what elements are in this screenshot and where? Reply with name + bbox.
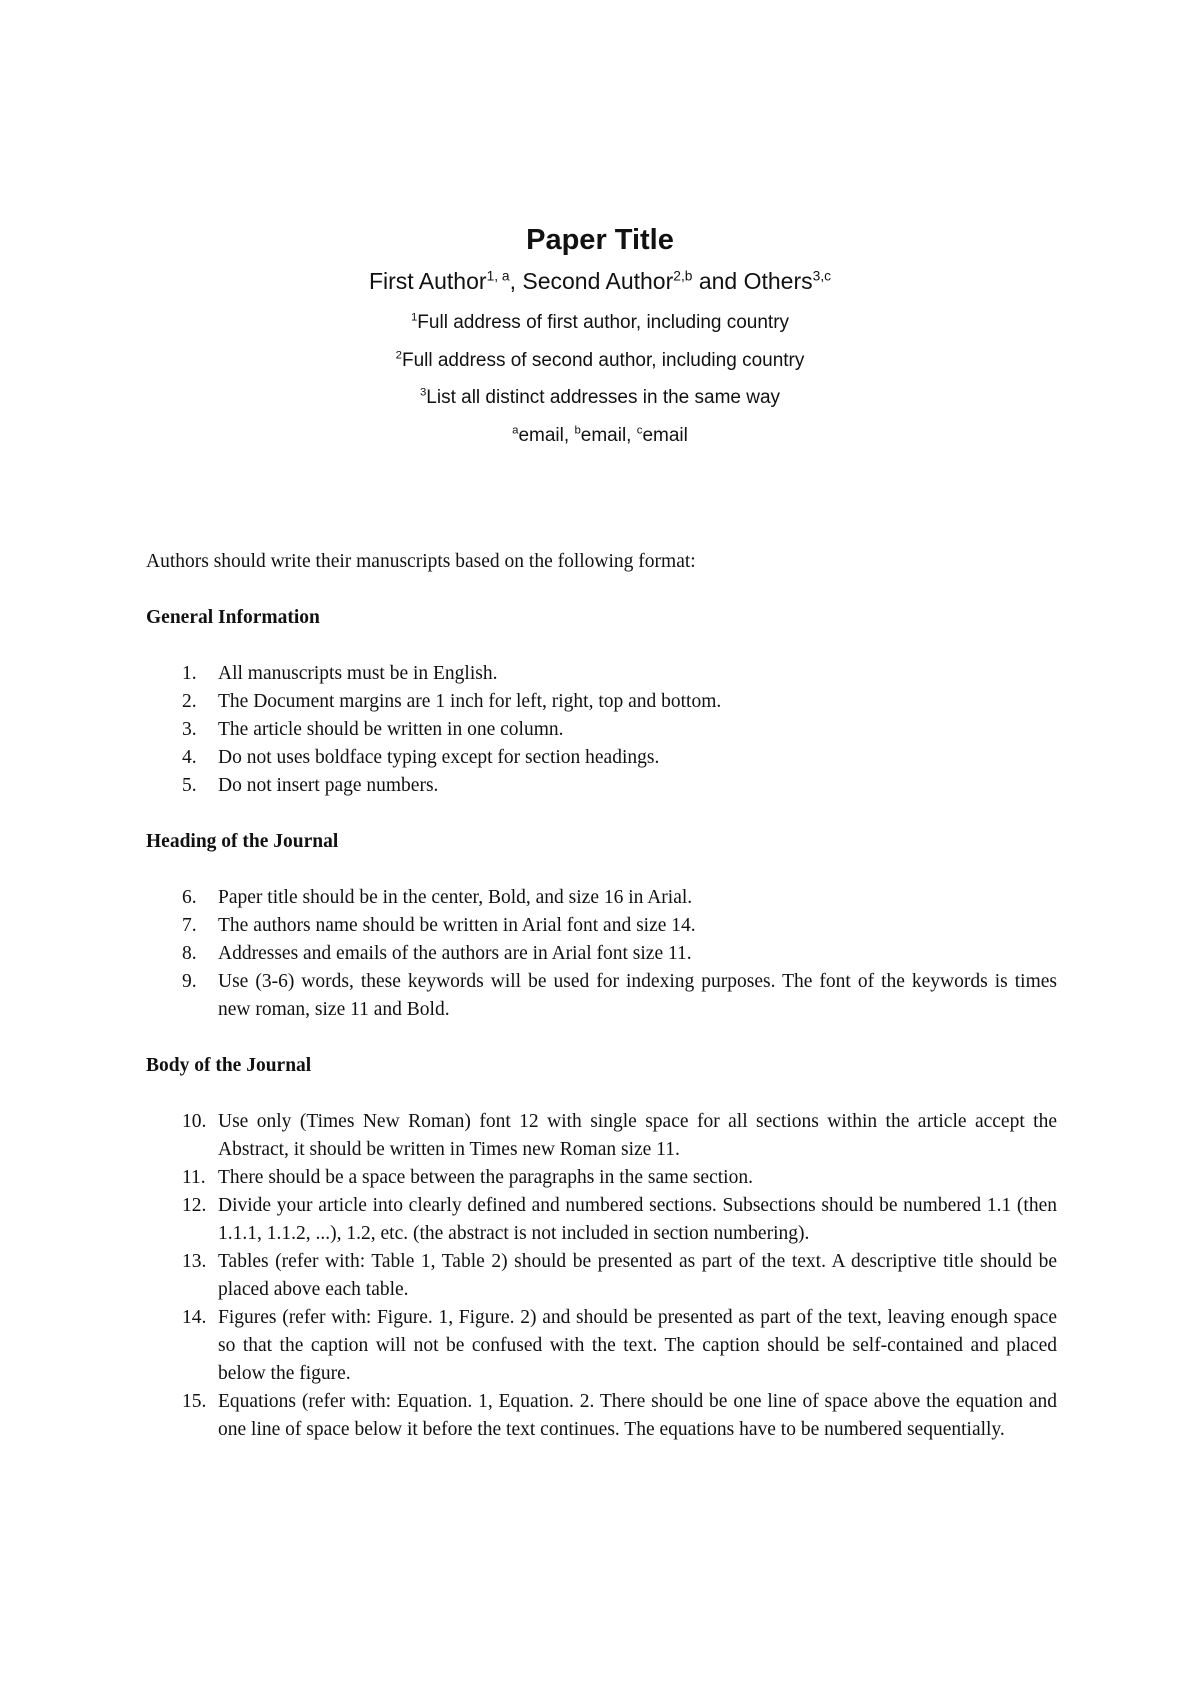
item-number: 15. [182, 1391, 207, 1412]
list-item [146, 716, 1057, 744]
item-number: 14. [182, 1307, 207, 1328]
item-number: 8. [182, 943, 197, 964]
first-author: First Author [368, 268, 487, 294]
email-text: email, [518, 424, 575, 446]
item-text: Do not insert page numbers. [218, 775, 439, 796]
body-of-journal-list [146, 1108, 1057, 1444]
item-text: The authors name should be written in Arial font and size 14. [218, 915, 696, 936]
general-information-list [146, 660, 1057, 800]
item-number: 6. [182, 887, 197, 908]
item-number: 1. [182, 663, 197, 684]
address-text: List all distinct addresses in the same way [426, 387, 781, 408]
address-line-3 [0, 379, 1200, 417]
email-text: email [642, 424, 688, 446]
item-text: Tables (refer with: Table 1, Table 2) should be presented as part of the text. A descriptive title should be placed above each table. [218, 1251, 1057, 1300]
author-conjunction: and [692, 268, 744, 294]
other-authors: Others [743, 268, 813, 294]
section-heading-journal-heading: Heading of the Journal [146, 831, 339, 852]
list-item [146, 688, 1057, 716]
address-sup: 3 [419, 386, 427, 399]
address-text: Full address of first author, including country [417, 312, 790, 333]
item-text: The article should be written in one column. [218, 719, 564, 740]
author-separator: , [509, 268, 523, 294]
item-number: 4. [182, 747, 197, 768]
second-author: Second Author [522, 268, 674, 294]
list-item [146, 1164, 1057, 1192]
list-item [146, 884, 1057, 912]
item-number: 11. [182, 1167, 206, 1188]
item-number: 5. [182, 775, 197, 796]
item-number: 2. [182, 691, 197, 712]
address-sup: 1 [410, 311, 418, 324]
item-number: 7. [182, 915, 197, 936]
list-item [146, 660, 1057, 688]
email-line [0, 417, 1200, 455]
item-text: All manuscripts must be in English. [218, 663, 498, 684]
other-authors-affiliation: 3,c [812, 268, 832, 284]
item-text: Figures (refer with: Figure. 1, Figure. 2) and should be presented as part of the text, leaving enough space so that the caption will not be confused with the text. The caption should be self-contained and placed below the figure. [218, 1307, 1057, 1384]
item-text: Paper title should be in the center, Bold, and size 16 in Arial. [218, 887, 693, 908]
list-item [146, 1304, 1057, 1388]
item-number: 10. [182, 1111, 207, 1132]
item-text: There should be a space between the paragraphs in the same section. [218, 1167, 753, 1188]
paper-header [0, 218, 1200, 454]
intro-paragraph: Authors should write their manuscripts based on the following format: [146, 551, 696, 572]
heading-of-journal-list [146, 884, 1057, 1024]
list-item [146, 912, 1057, 940]
address-sup: 2 [395, 349, 402, 362]
item-text: Use (3-6) words, these keywords will be used for indexing purposes. The font of the keywords is times new roman, size 11 and Bold. [218, 971, 1057, 1020]
section-heading-general: General Information [146, 607, 320, 628]
item-number: 9. [182, 971, 197, 992]
email-sup: c [636, 424, 643, 437]
item-text: Equations (refer with: Equation. 1, Equation. 2. There should be one line of space above the equation and one line of space below it before the text continues. The equations have to be numbered sequentially. [218, 1391, 1057, 1440]
item-number: 13. [182, 1251, 207, 1272]
first-author-affiliation: 1, a [486, 268, 510, 284]
item-text: Divide your article into clearly defined and numbered sections. Subsections should be numbered 1.1 (then 1.1.1, 1.1.2, ...), 1.2, etc. (the abstract is not included in section numbering). [218, 1195, 1057, 1244]
paper-title: Paper Title [526, 224, 674, 256]
email-text: email, [580, 424, 637, 446]
item-text: Use only (Times New Roman) font 12 with single space for all sections within the article accept the Abstract, it should be written in Times new Roman size 11. [218, 1111, 1057, 1160]
second-author-affiliation: 2,b [673, 268, 693, 284]
address-line-2 [0, 342, 1200, 380]
list-item [146, 1108, 1057, 1164]
list-item [146, 1388, 1057, 1444]
item-number: 12. [182, 1195, 207, 1216]
document-body [146, 548, 1057, 1472]
item-number: 3. [182, 719, 197, 740]
item-text: Do not uses boldface typing except for section headings. [218, 747, 660, 768]
list-item [146, 772, 1057, 800]
list-item [146, 968, 1057, 1024]
list-item [146, 1192, 1057, 1248]
list-item [146, 1248, 1057, 1304]
list-item [146, 744, 1057, 772]
item-text: Addresses and emails of the authors are in Arial font size 11. [218, 943, 692, 964]
address-line-1 [0, 304, 1200, 342]
author-line [0, 262, 1200, 300]
item-text: The Document margins are 1 inch for left, right, top and bottom. [218, 691, 722, 712]
address-text: Full address of second author, including country [401, 349, 805, 371]
section-heading-journal-body: Body of the Journal [146, 1055, 312, 1076]
email-sup: b [574, 424, 581, 437]
email-sup: a [512, 424, 519, 437]
list-item [146, 940, 1057, 968]
